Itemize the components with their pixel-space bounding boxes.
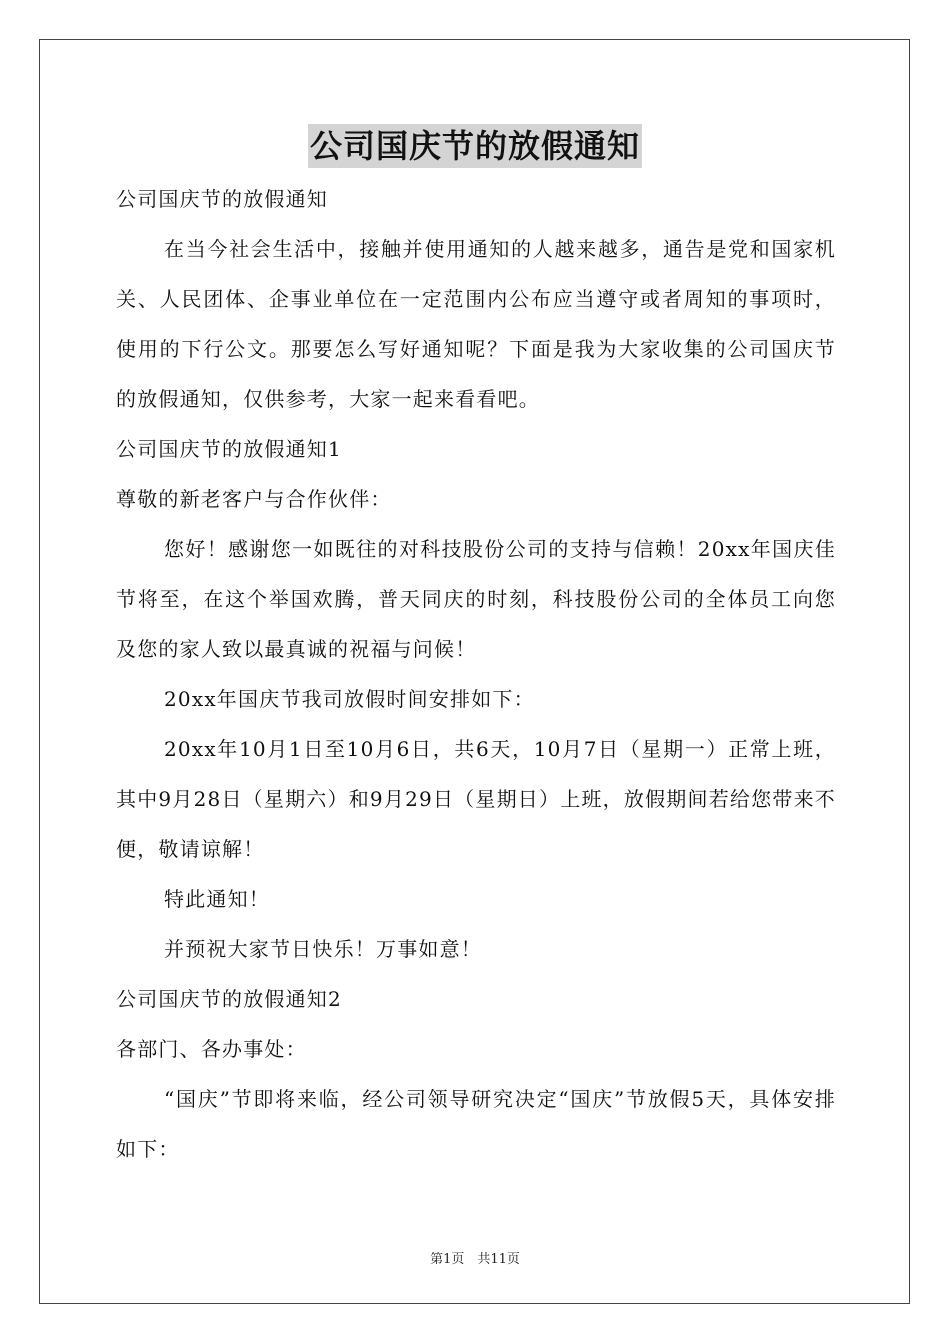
paragraph-wishes: 并预祝大家节日快乐！万事如意！ bbox=[164, 937, 482, 961]
section-heading-2: 公司国庆节的放假通知2 bbox=[116, 987, 342, 1011]
paragraph-greeting: 您好！感谢您一如既往的对科技股份公司的支持与信赖！20xx年国庆佳节将至，在这个举国欢腾，普天同庆的时刻，科技股份公司的全体员工向您及您的家人致以最真诚的祝福与问候！ bbox=[116, 537, 836, 661]
paragraph-schedule-intro: 20xx年国庆节我司放假时间安排如下： bbox=[164, 687, 535, 711]
paragraph-schedule-detail: 20xx年10月1日至10月6日，共6天，10月7日（星期一）正常上班，其中9月28日（星期六）和9月29日（星期日）上班，放假期间若给您带来不便，敬请谅解！ bbox=[116, 737, 836, 861]
paragraph-holiday-decision: “国庆”节即将来临，经公司领导研究决定“国庆”节放假5天，具体安排如下： bbox=[116, 1087, 836, 1161]
salutation-1: 尊敬的新老客户与合作伙伴： bbox=[116, 487, 392, 511]
document-title-wrapper bbox=[0, 124, 950, 168]
paragraph-heading: 公司国庆节的放假通知 bbox=[116, 187, 328, 211]
page-footer bbox=[0, 1248, 950, 1267]
salutation-2: 各部门、各办事处： bbox=[116, 1037, 307, 1061]
page-number: 第1页 共11页 bbox=[430, 1252, 520, 1267]
document-body bbox=[116, 174, 836, 1174]
paragraph-intro: 在当今社会生活中，接触并使用通知的人越来越多，通告是党和国家机关、人民团体、企事业单位在一定范围内公布应当遵守或者周知的事项时，使用的下行公文。那要怎么写好通知呢？下面是我为大家收集的公司国庆节的放假通知，仅供参考，大家一起来看看吧。 bbox=[116, 237, 836, 411]
paragraph-notice: 特此通知！ bbox=[164, 887, 270, 911]
document-title: 公司国庆节的放假通知 bbox=[308, 124, 642, 168]
section-heading-1: 公司国庆节的放假通知1 bbox=[116, 437, 342, 461]
